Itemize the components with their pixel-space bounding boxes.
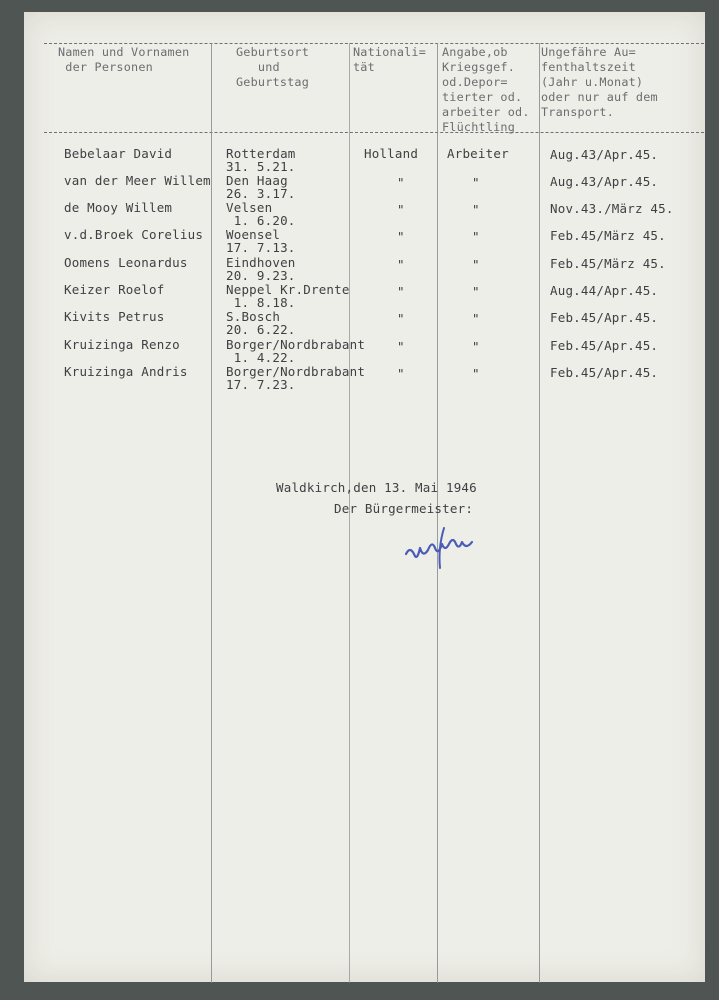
cell-name: Kivits Petrus — [64, 309, 165, 324]
cell-status: " — [472, 229, 480, 244]
cell-birthdate: 31. 5.21. — [226, 159, 296, 174]
cell-status: " — [472, 311, 480, 326]
cell-status: " — [472, 366, 480, 381]
header-period: Ungefähre Au= fenthaltszeit (Jahr u.Monat) oder nur auf dem Transport. — [541, 45, 658, 119]
cell-birthplace: Rotterdam — [226, 146, 296, 161]
cell-birthplace: Den Haag — [226, 173, 288, 188]
cell-nationality: " — [397, 229, 405, 244]
cell-status: " — [472, 339, 480, 354]
place-date-line: Waldkirch,den 13. Mai 1946 — [276, 480, 477, 495]
cell-period: Feb.45/März 45. — [550, 256, 666, 271]
cell-period: Feb.45/Apr.45. — [550, 365, 659, 380]
mayor-label: Der Bürgermeister: — [334, 501, 474, 516]
cell-name: Kruizinga Renzo — [64, 337, 180, 352]
cell-nationality: " — [397, 339, 405, 354]
cell-name: v.d.Broek Corelius — [64, 227, 204, 242]
cell-birthplace: Velsen — [226, 200, 273, 215]
cell-birthplace: Eindhoven — [226, 255, 296, 270]
cell-period: Aug.43/Apr.45. — [550, 174, 659, 189]
cell-period: Feb.45/März 45. — [550, 228, 666, 243]
cell-nationality: " — [397, 311, 405, 326]
cell-name: Bebelaar David — [64, 146, 173, 161]
cell-status: " — [472, 284, 480, 299]
cell-birthplace: Neppel Kr.Drente — [226, 282, 350, 297]
cell-name: Oomens Leonardus — [64, 255, 188, 270]
cell-birthdate: 1. 4.22. — [226, 350, 296, 365]
cell-birthdate: 20. 9.23. — [226, 268, 296, 283]
column-divider-1 — [211, 43, 212, 983]
cell-name: de Mooy Willem — [64, 200, 173, 215]
cell-birthplace: Borger/Nordbrabant — [226, 364, 366, 379]
cell-nationality: " — [397, 257, 405, 272]
cell-birthplace: Borger/Nordbrabant — [226, 337, 366, 352]
cell-nationality: " — [397, 366, 405, 381]
cell-birthdate: 1. 8.18. — [226, 295, 296, 310]
cell-birthdate: 1. 6.20. — [226, 213, 296, 228]
cell-nationality: " — [397, 284, 405, 299]
document-page — [24, 12, 705, 982]
header-nationality: Nationali= tät — [353, 45, 427, 74]
cell-name: Kruizinga Andris — [64, 364, 188, 379]
cell-nationality: " — [397, 175, 405, 190]
cell-name: Keizer Roelof — [64, 282, 165, 297]
header-top-rule — [44, 43, 704, 44]
cell-birthplace: Woensel — [226, 227, 281, 242]
column-divider-4 — [539, 43, 540, 983]
cell-birthdate: 17. 7.23. — [226, 377, 296, 392]
cell-birthplace: S.Bosch — [226, 309, 281, 324]
header-birthplace: Geburtsort und Geburtstag — [236, 45, 310, 89]
cell-status: " — [472, 202, 480, 217]
cell-name: van der Meer Willem — [64, 173, 211, 188]
cell-birthdate: 20. 6.22. — [226, 322, 296, 337]
header-status: Angabe,ob Kriegsgef. od.Depor= tierter od. arbeiter od. Flüchtling — [442, 45, 530, 134]
cell-nationality: " — [397, 202, 405, 217]
header-bottom-rule — [44, 132, 704, 133]
cell-period: Aug.44/Apr.45. — [550, 283, 659, 298]
cell-period: Feb.45/Apr.45. — [550, 338, 659, 353]
cell-birthdate: 26. 3.17. — [226, 186, 296, 201]
cell-status: " — [472, 257, 480, 272]
cell-nationality: Holland — [364, 146, 419, 161]
handwritten-signature — [402, 524, 512, 574]
cell-status: " — [472, 175, 480, 190]
cell-period: Feb.45/Apr.45. — [550, 310, 659, 325]
cell-period: Aug.43/Apr.45. — [550, 147, 659, 162]
header-names: Namen und Vornamen der Personen — [58, 45, 190, 74]
cell-status: Arbeiter — [447, 146, 509, 161]
cell-birthdate: 17. 7.13. — [226, 240, 296, 255]
cell-period: Nov.43./März 45. — [550, 201, 674, 216]
